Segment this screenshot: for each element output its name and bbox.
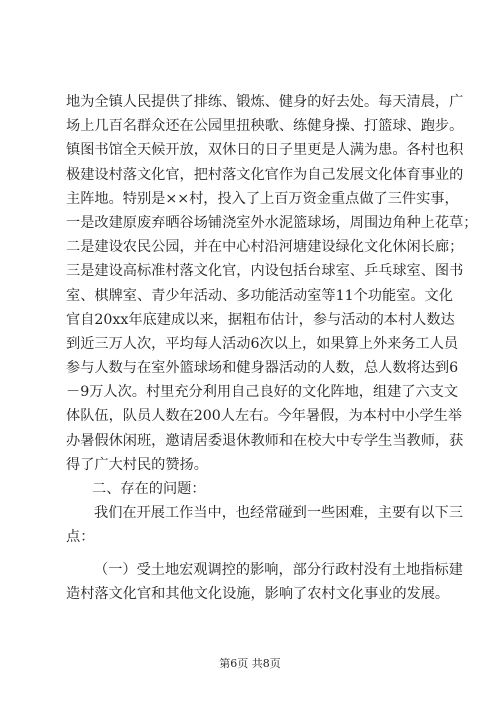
text-line: 得了广大村民的赞扬。 bbox=[66, 456, 208, 473]
text-line: 镇图书馆全天候开放，双休日的日子里更是人满为患。各村也积 bbox=[66, 142, 464, 159]
paragraph-difficulties-intro bbox=[66, 501, 463, 549]
text-line: 场上几百名群众还在公园里扭秧歌、练健身操、打篮球、跑步。 bbox=[66, 118, 464, 135]
text-line: 主阵地。特别是××村，投入了上百万资金重点做了三件实事， bbox=[66, 190, 459, 207]
paragraph-village-culture bbox=[66, 90, 478, 477]
text-line: 官自20xx年底建成以来，据粗布估计，参与活动的本村人数达 bbox=[66, 311, 455, 328]
text-line: 三是建设高标准村落文化官，内设包括台球室、乒乓球室、图书 bbox=[66, 263, 464, 280]
text-line: （一）受土地宏观调控的影响，部分行政村没有土地指标建 bbox=[94, 561, 463, 578]
text-line: 我们在开展工作当中，也经常碰到一些困难，主要有以下三 bbox=[94, 505, 463, 522]
text-line: －9万人次。村里充分利用自己良好的文化阵地，组建了六支文 bbox=[66, 384, 459, 401]
text-line: 室、棋牌室、青少年活动、多功能活动室等11个功能室。文化 bbox=[66, 287, 453, 304]
text-line: 办暑假休闲班，邀请居委退休教师和在校大中专学生当教师，获 bbox=[66, 432, 464, 449]
page-number-footer: 第6页 共8页 bbox=[219, 657, 281, 670]
text-line: 一是改建原废弃晒谷场铺浇室外水泥篮球场，周围边角种上花草； bbox=[66, 214, 478, 231]
text-line: 体队伍，队员人数在200人左右。今年暑假，为本村中小学生举 bbox=[66, 408, 462, 425]
text-line: 极建设村落文化官，把村落文化官作为自己发展文化体育事业的 bbox=[66, 166, 464, 183]
text-line: 造村落文化官和其他文化设施，影响了农村文化事业的发展。 bbox=[66, 585, 450, 602]
text-line: 到近三万人次，平均每人活动6次以上，如果算上外来务工人员 bbox=[66, 335, 459, 352]
section-heading: 二、存在的问题： bbox=[92, 481, 206, 497]
text-line: 参与人数与在室外篮球场和健身器活动的人数，总人数将达到6 bbox=[66, 360, 459, 377]
text-line: 点： bbox=[66, 529, 95, 546]
text-line: 地为全镇人民提供了排练、锻炼、健身的好去处。每天清晨，广 bbox=[66, 94, 464, 110]
document-body bbox=[66, 90, 478, 606]
text-line: 二是建设农民公园，并在中心村沿河塘建设绿化文化休闲长廊； bbox=[66, 239, 464, 256]
paragraph-land-control bbox=[66, 558, 463, 606]
